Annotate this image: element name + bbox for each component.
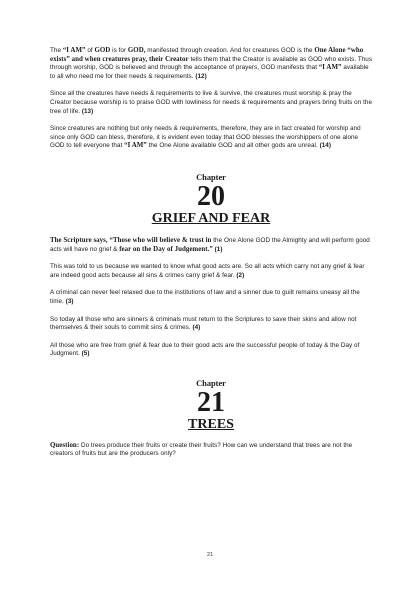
bold-text: fear on the Day of Judgement.”: [119, 245, 213, 253]
text: available to all who need me for their needs & requirements.: [50, 64, 369, 80]
bold-text: The Scripture says, “Those who will believe & trust in: [50, 236, 212, 244]
chapter-20-heading: [50, 173, 372, 227]
chapter-21-heading: [50, 379, 372, 433]
text: The: [50, 47, 63, 54]
text: A criminal can never feel relaxed due to the institutions of law and a sinner due to guilt remains uneasy all the time.: [50, 289, 360, 305]
text: of: [85, 47, 95, 54]
verse-number: (5): [81, 350, 90, 358]
chapter-title: GRIEF AND FEAR: [151, 210, 271, 226]
chapter-number: 21: [197, 386, 225, 418]
verse-number: (2): [236, 271, 245, 279]
verse-number: (12): [195, 72, 207, 80]
paragraph-13: [50, 90, 372, 116]
text: the One Alone GOD the Almighty and will perform good acts will have no grief &: [50, 236, 370, 253]
chapter-number: 20: [197, 180, 225, 212]
verse-number: (1): [214, 245, 223, 253]
question-label: Question:: [50, 441, 80, 449]
chapter-label: Chapter: [196, 378, 226, 388]
paragraph-1: [50, 237, 372, 254]
chapter-title: TREES: [188, 416, 234, 432]
page-content: [50, 47, 372, 468]
verse-number: (3): [65, 297, 74, 305]
bold-text: GOD: [94, 47, 111, 54]
bold-text: “I AM”: [124, 142, 147, 150]
bold-text: One Alone “who exists” and when creatures pray, their Creator: [50, 47, 364, 63]
paragraph-2: [50, 263, 372, 280]
paragraph-4: [50, 316, 372, 333]
paragraph-5: [50, 342, 372, 359]
paragraph-3: [50, 289, 372, 306]
paragraph-14: [50, 125, 372, 151]
text: is for: [110, 47, 128, 54]
text: Do trees produce their fruits or create their fruits? How can we understand that trees are not the creators of fruits but are the producers only?: [50, 441, 353, 458]
text: So today all those who are sinners & criminals must return to the Scriptures to save their skins and allow not themselves & their souls to commit sins & crimes.: [50, 315, 357, 332]
text: This was told to us because we wanted to know what good acts are. So all acts which carry not any grief & fear are indeed good acts because all sins & crimes carry grief & fear.: [50, 263, 365, 279]
verse-number: (14): [319, 142, 331, 150]
page-number: 21: [206, 552, 214, 558]
chapter-label: Chapter: [196, 172, 226, 182]
bold-text: GOD,: [127, 47, 146, 54]
bold-text: “I AM”: [318, 64, 342, 72]
verse-number: (4): [192, 324, 201, 332]
text: All those who are free from grief & fear due to their good acts are the successful people of today & the Day of Judgment.: [50, 341, 360, 358]
text: Since all the creatures have needs & requirements to live & survive, the creatures must worship & pray the Creator because worship is to praise GOD with lowliness for needs & requirements and prayers bring fruits on the tree of life.: [50, 90, 372, 115]
text: Since creatures are nothing but only needs & requirements, therefore, they are in fact created for worship and since only GOD can bless, therefore, it is evident even today that GOD blesses the worshippers of one alone GOD to tell everyone that: [50, 125, 361, 150]
paragraph-12: [50, 47, 372, 81]
text: manifested through creation. And for creatures GOD is the: [145, 47, 315, 54]
question-paragraph: [50, 442, 372, 459]
bold-text: “I AM”: [62, 47, 86, 54]
text: tells them that the Creator is available as GOD who exists. Thus through worship, GOD is believed and through the acceptance of prayers, GOD manifests that: [50, 55, 373, 72]
verse-number: (13): [81, 107, 94, 115]
text: the One Alone available GOD and all other gods are unreal.: [146, 142, 320, 150]
